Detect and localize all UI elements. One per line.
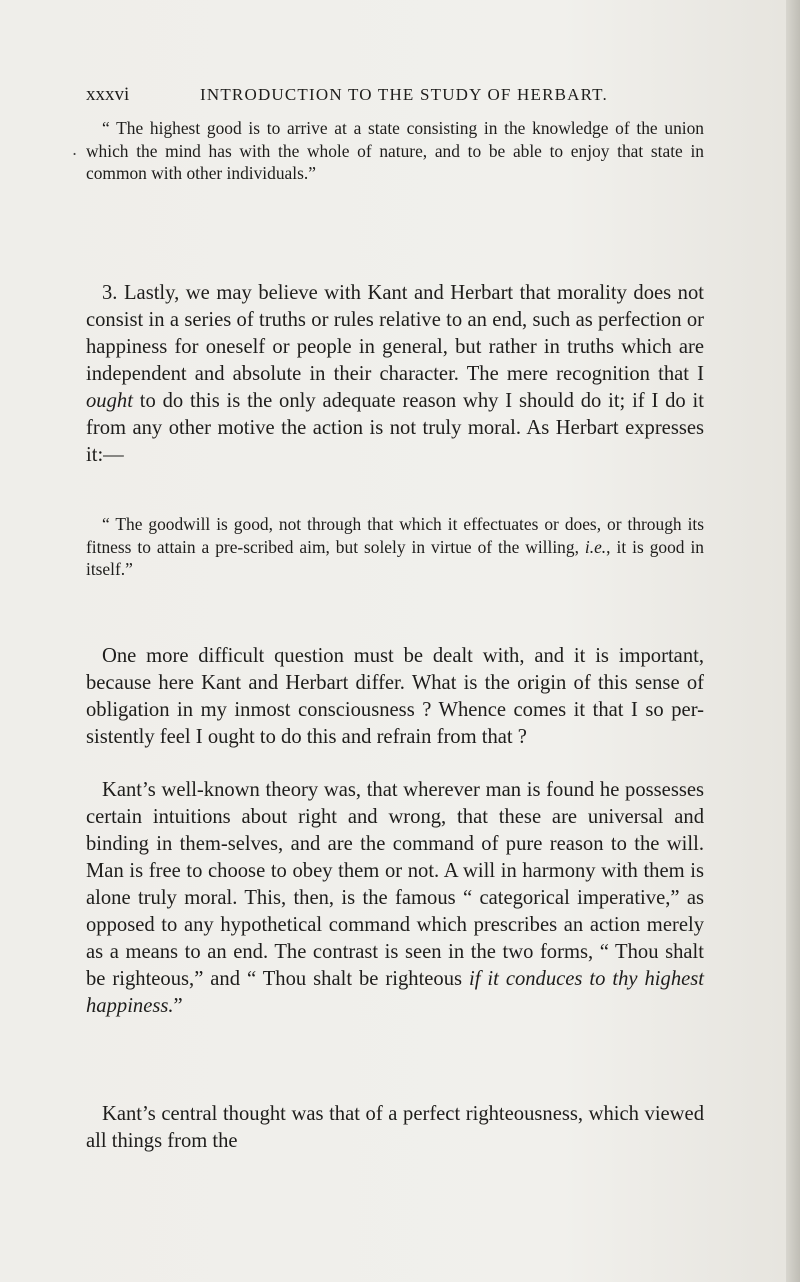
margin-dot: . <box>72 140 78 159</box>
paragraph-text-b: ” <box>173 995 183 1017</box>
paragraph-text-a: Kant’s well-known theory was, that wherever man is found he possesses certain intuitions about right and wrong, that these are universal and binding in them-selves, and are the command of pure reason to the will. Man is free to choose to obey them or not. A will in harmony with them is alone truly moral. This, then, is the famous “ categorical imperative,” as opposed to any hypothetical command which prescribes an action merely as a means to an end. The contrast is seen in the two forms, “ Thou shalt be righteous,” and “ Thou shalt be righteous <box>86 779 704 990</box>
emphasis-ie: i.e. <box>584 536 607 557</box>
paragraph-text: One more difficult question must be dealt with, and it is important, because here Kant and Herbart differ. What is the origin of this sense of obligation in my inmost consciousness ? Whence comes it that I so per-sistently feel I ought to do this and refrain from that ? <box>86 645 704 748</box>
paragraph-text: 3. Lastly, we may believe with Kant and Herbart that morality does not consist in a series of truths or rules relative to an end, such as perfection or happiness for oneself or people in general, but rather in truths which are independent and absolute in their character. The mere recognition that I <box>86 282 704 385</box>
quote-text-b: , it is good in itself.” <box>86 536 705 579</box>
page-number: xxxvi <box>86 84 130 105</box>
running-title: INTRODUCTION TO THE STUDY OF HERBART. <box>200 85 608 104</box>
quote-text-a: “ The goodwill is good, not through that which it effectuates or does, or through its fitness to attain a pre-scribed aim, but solely in virtue of the willing, <box>86 514 704 557</box>
paragraph-text-rest: to do this is the only adequate reason why I should do it; if I do it from any other motive the action is not truly moral. As Herbart expresses it:— <box>86 390 704 466</box>
paragraph-difficult-question <box>86 643 704 751</box>
paragraph-lastly <box>86 280 704 469</box>
quote-text: “ The highest good is to arrive at a state consisting in the knowledge of the union which the mind has with the whole of nature, and to be able to enjoy that state in common with other individuals.” <box>86 118 704 183</box>
herbart-quote <box>86 513 704 581</box>
emphasis-ought: ought <box>86 390 133 412</box>
spinoza-quote <box>86 117 704 185</box>
emphasis-happiness: if it conduces to thy highest happiness. <box>86 968 704 1017</box>
paragraph-kant-theory <box>86 777 704 1020</box>
page-edge-shadow <box>786 0 800 1282</box>
paragraph-text: Kant’s central thought was that of a perfect righteousness, which viewed all things from the <box>86 1103 704 1152</box>
paragraph-central-thought <box>86 1101 704 1155</box>
running-header <box>86 84 706 106</box>
